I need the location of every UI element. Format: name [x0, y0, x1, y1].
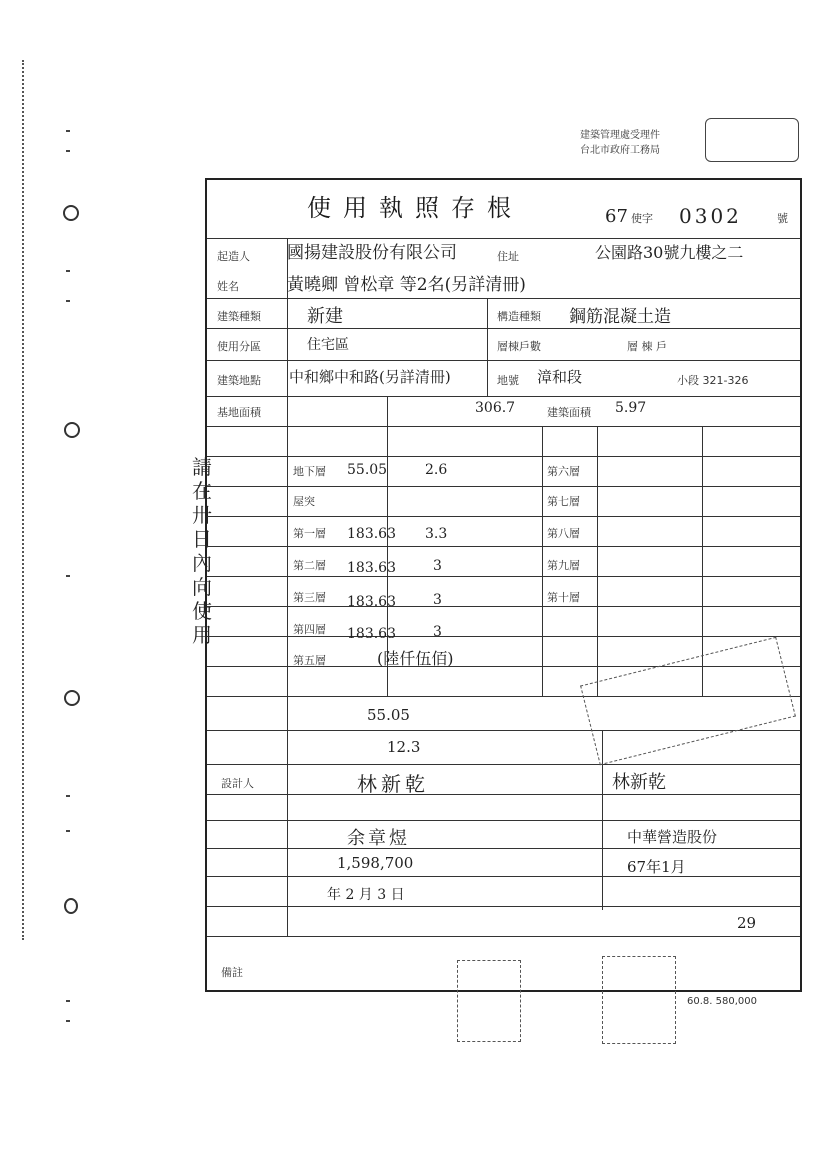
address-value: 公園路30號九樓之二: [595, 243, 744, 262]
floor-2: 第二層: [293, 559, 326, 572]
address-label: 住址: [497, 250, 519, 263]
rule: [207, 426, 800, 427]
rule: [207, 820, 800, 821]
punch-hole: [64, 690, 80, 706]
households-value: 層 棟 戶: [627, 340, 667, 353]
build-type-value: 新建: [307, 306, 343, 327]
use-zone-label: 使用分區: [217, 340, 261, 353]
rule: [207, 396, 800, 397]
rule: [207, 546, 800, 547]
floor-6: 第六層: [547, 465, 580, 478]
rule: [207, 576, 800, 577]
license-number: 0302: [679, 204, 742, 228]
rule: [207, 328, 800, 329]
approval-stamp: [580, 637, 796, 765]
f1-area: 183.63: [347, 526, 396, 542]
contractor-company: 中華營造股份: [627, 828, 718, 846]
license-mid: 使字: [631, 212, 653, 225]
households-label: 層棟戶數: [497, 340, 541, 353]
rule: [207, 906, 800, 907]
floor-10: 第十層: [547, 591, 580, 604]
cost-value: 1,598,700: [337, 854, 414, 872]
supervisor-value: 林新乾: [612, 772, 666, 793]
margin-dash: [66, 575, 70, 577]
floor-9: 第九層: [547, 559, 580, 572]
floor-5: 第五層: [293, 654, 326, 667]
seal-box: [602, 956, 676, 1044]
receipt-stamp: [580, 128, 700, 158]
building-height: 12.3: [387, 738, 421, 756]
rule: [542, 426, 543, 696]
rule: [207, 486, 800, 487]
contractor-value: 余章煜: [347, 828, 410, 849]
rule: [207, 764, 800, 765]
building-area-value: 5.97: [615, 400, 647, 416]
license-form: [205, 178, 802, 1007]
basement-height: 2.6: [425, 462, 448, 478]
punch-hole: [64, 898, 78, 914]
rule: [487, 298, 488, 396]
receipt-stamp-box: [705, 118, 799, 162]
punch-hole: [63, 205, 79, 221]
lot-label: 地號: [497, 374, 519, 387]
margin-note: 請在卅日內向使用: [192, 455, 212, 647]
left-scan-edge: [22, 60, 26, 940]
f4-area: 183.63: [347, 626, 396, 642]
f2-area: 183.63: [347, 560, 396, 576]
rule: [597, 426, 598, 696]
license-prefix: 67: [605, 206, 628, 227]
rule: [207, 606, 800, 607]
lot-value: 漳和段: [537, 368, 583, 386]
rule: [207, 456, 800, 457]
rule: [207, 516, 800, 517]
rule: [207, 794, 800, 795]
structure-value: 鋼筋混凝土造: [569, 307, 671, 327]
designer-label: 設計人: [221, 777, 254, 790]
floor-8: 第八層: [547, 527, 580, 540]
name-label: 姓名: [217, 280, 239, 293]
site-area-value: 306.7: [475, 400, 516, 416]
rule: [207, 876, 800, 877]
form-title: 使用執照存根: [307, 194, 523, 222]
receipt-stamp-line1: 建築管理處受理件: [580, 130, 660, 141]
designer-value: 林新乾: [357, 772, 429, 796]
basement-total: 55.05: [367, 706, 410, 724]
date1-value: 67年1月: [627, 858, 686, 876]
floor-4: 第四層: [293, 623, 326, 636]
floor-3: 第三層: [293, 591, 326, 604]
rule: [207, 936, 800, 937]
f2-height: 3: [433, 558, 442, 574]
margin-dash: [66, 795, 70, 797]
location-label: 建築地點: [217, 374, 261, 387]
names-value: 黃曉卿 曾松章 等2名(另詳清冊): [287, 275, 526, 295]
receipt-stamp-line2: 台北市政府工務局: [580, 145, 660, 156]
use-zone-value: 住宅區: [307, 337, 349, 353]
note-label: 備註: [221, 966, 243, 979]
margin-dash: [66, 1000, 70, 1002]
build-type-label: 建築種類: [217, 310, 261, 323]
floor-roof: 屋突: [293, 495, 315, 508]
structure-label: 構造種類: [497, 310, 541, 323]
f5-note: (陸仟伍佰): [377, 649, 454, 668]
basement-area: 55.05: [347, 462, 388, 478]
remark-code: 29: [737, 914, 757, 932]
margin-dash: [66, 830, 70, 832]
rule: [207, 298, 800, 299]
floor-7: 第七層: [547, 495, 580, 508]
rule: [287, 238, 288, 936]
date2-value: 年 2 月 3 日: [327, 887, 405, 903]
floor-1: 第一層: [293, 527, 326, 540]
margin-dash: [66, 1020, 70, 1022]
seal-box: [457, 960, 521, 1042]
building-area-label: 建築面積: [547, 406, 591, 419]
punch-hole: [64, 422, 80, 438]
rule: [207, 360, 800, 361]
site-area-label: 基地面積: [217, 406, 261, 419]
location-value: 中和鄉中和路(另詳清冊): [289, 368, 451, 386]
floor-basement: 地下層: [293, 465, 326, 478]
lot-small: 小段 321-326: [677, 374, 749, 387]
margin-dash: [66, 270, 70, 272]
f1-height: 3.3: [425, 526, 448, 542]
margin-dash: [66, 150, 70, 152]
margin-dash: [66, 130, 70, 132]
applicant-company: 國揚建設股份有限公司: [287, 243, 457, 263]
footer-number: 60.8. 580,000: [687, 996, 757, 1007]
f3-area: 183.63: [347, 594, 396, 610]
f4-height: 3: [433, 624, 442, 640]
license-suffix: 號: [777, 212, 788, 225]
margin-dash: [66, 300, 70, 302]
applicant-label: 起造人: [217, 250, 250, 263]
f3-height: 3: [433, 592, 442, 608]
rule: [207, 848, 800, 849]
